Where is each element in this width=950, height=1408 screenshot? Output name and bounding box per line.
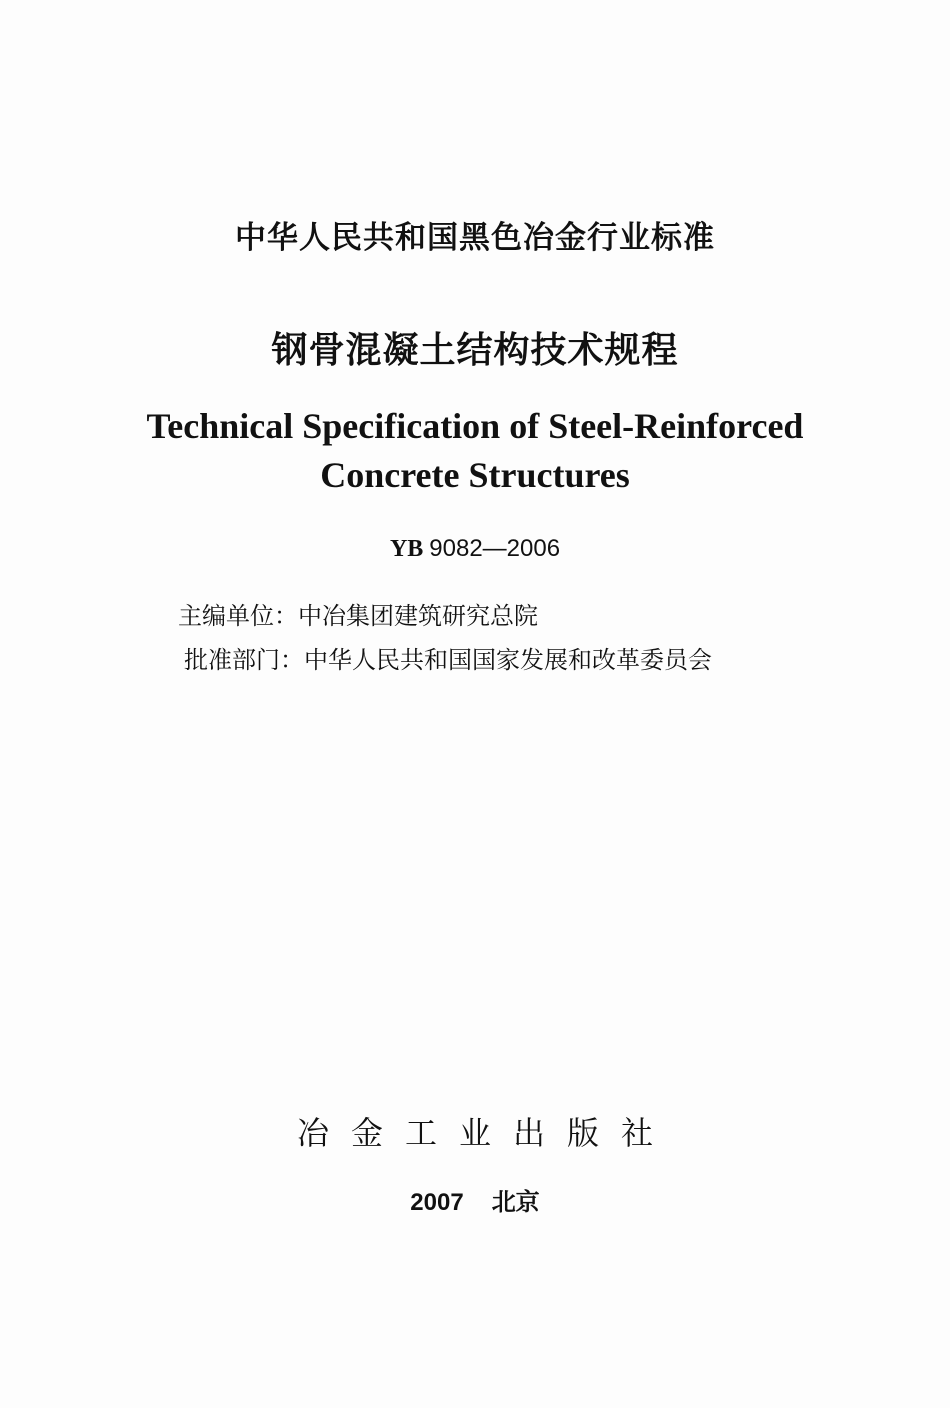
english-title-line-1: Technical Specification of Steel-Reinforced bbox=[146, 406, 804, 446]
imprint-year: 2007 bbox=[410, 1189, 464, 1216]
standard-code-prefix: YB bbox=[389, 536, 424, 562]
imprint-city: 北京 bbox=[491, 1188, 540, 1216]
standard-code bbox=[0, 535, 950, 563]
imprint bbox=[0, 1182, 950, 1217]
standard-code-number: 9082—2006 bbox=[429, 535, 561, 562]
publisher-name: 冶金工业出版社 bbox=[296, 1114, 675, 1152]
approval-department-value: 中华人民共和国国家发展和改革委员会 bbox=[304, 646, 712, 674]
chief-editor-value: 中冶集团建筑研究总院 bbox=[298, 602, 538, 630]
english-title-line-2: Concrete Structures bbox=[320, 455, 630, 495]
standard-category-heading: 中华人民共和国黑色冶金行业标准 bbox=[235, 220, 715, 256]
chinese-title: 钢骨混凝土结构技术规程 bbox=[271, 329, 679, 371]
approval-department-label: 批准部门： bbox=[184, 646, 304, 674]
chief-editor-label: 主编单位： bbox=[178, 602, 298, 630]
approval-department-row bbox=[184, 640, 712, 675]
chief-editor-row bbox=[178, 596, 538, 631]
